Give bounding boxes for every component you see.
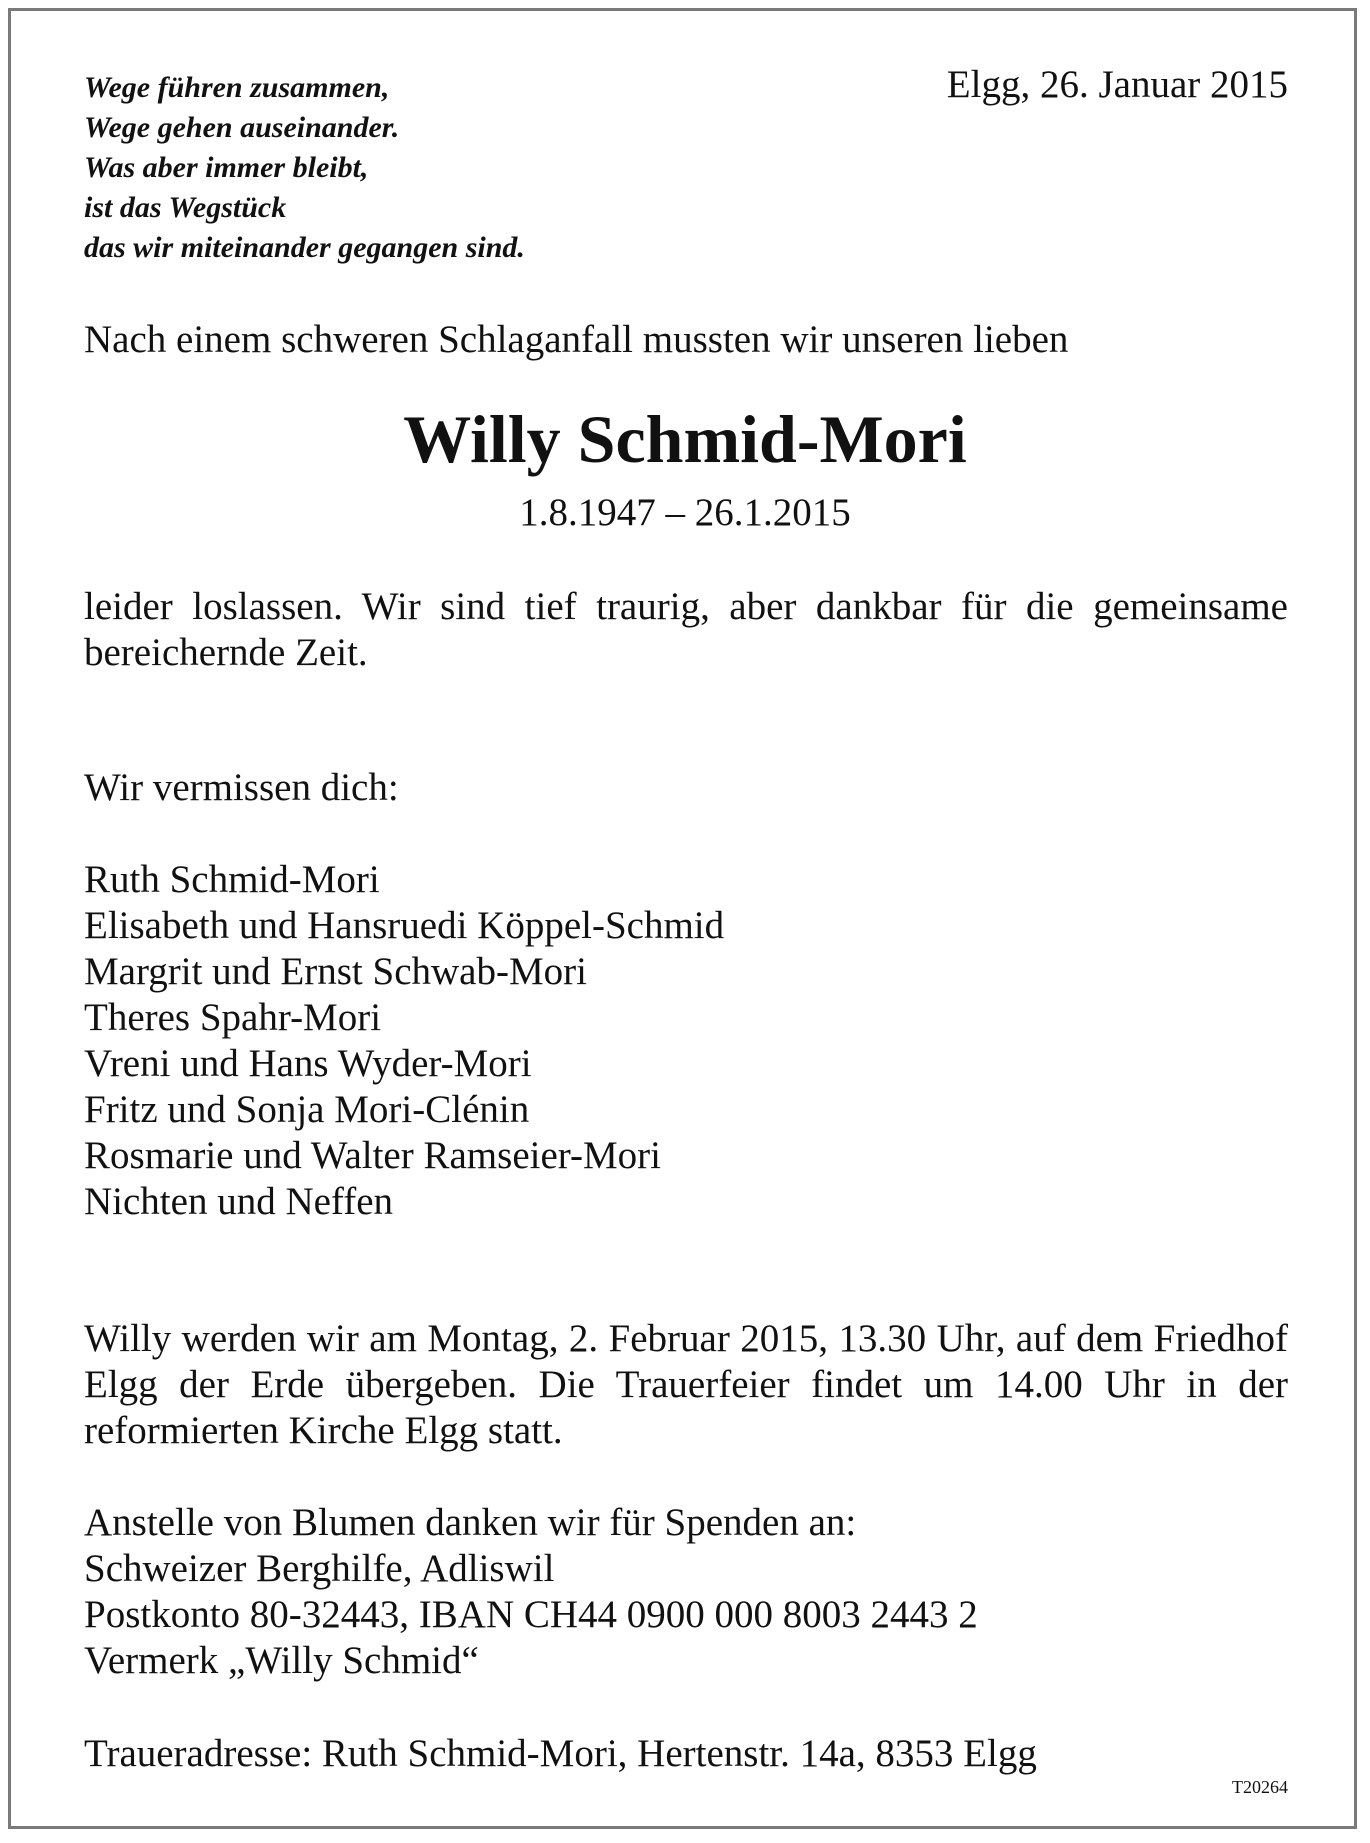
mourner-item: Rosmarie und Walter Ramseier-Mori [84, 1134, 661, 1177]
poem-line: ist das Wegstück [84, 191, 287, 224]
mourner-item: Margrit und Ernst Schwab-Mori [84, 950, 587, 993]
message-text: leider loslassen. Wir sind tief traurig, aber dankbar für die gemeinsame bereichernde Zeit. [84, 585, 1288, 674]
mourners-list [84, 857, 724, 1225]
intro-text: Nach einem schweren Schlaganfall mussten wir unseren lieben [84, 318, 1069, 361]
mourning-address: Traueradresse: Ruth Schmid-Mori, Hertenstr. 14a, 8353 Elgg [84, 1732, 1037, 1775]
mourner-item: Fritz und Sonja Mori-Clénin [84, 1088, 530, 1131]
donation-line: Postkonto 80-32443, IBAN CH44 0900 000 8003 2443 2 [84, 1593, 978, 1636]
donation-info [84, 1500, 978, 1684]
donation-line: Vermerk „Willy Schmid“ [84, 1639, 479, 1682]
poem-line: Was aber immer bleibt, [84, 151, 369, 184]
funeral-info: Willy werden wir am Montag, 2. Februar 2015, 13.30 Uhr, auf dem Friedhof Elgg der Erde übergeben. Die Trauerfeier findet um 14.00 Uhr in der reformierten Kirche Elgg statt. [84, 1317, 1288, 1452]
mourner-item: Vreni und Hans Wyder-Mori [84, 1042, 532, 1085]
poem [84, 68, 525, 268]
poem-line: Wege gehen auseinander. [84, 111, 400, 144]
mourner-item: Elisabeth und Hansruedi Köppel-Schmid [84, 904, 725, 947]
donation-line: Anstelle von Blumen danken wir für Spenden an: [84, 1501, 857, 1544]
mourner-item: Ruth Schmid-Mori [84, 858, 380, 901]
mourners-heading: Wir vermissen dich: [84, 766, 399, 809]
place-date: Elgg, 26. Januar 2015 [946, 63, 1288, 106]
life-dates: 1.8.1947 – 26.1.2015 [519, 491, 851, 534]
deceased-name: Willy Schmid-Mori [403, 401, 967, 477]
donation-line: Schweizer Berghilfe, Adliswil [84, 1547, 555, 1590]
poem-line: das wir miteinander gegangen sind. [84, 231, 525, 264]
poem-line: Wege führen zusammen, [84, 71, 390, 104]
reference-code: T20264 [1232, 1777, 1288, 1797]
mourner-item: Nichten und Neffen [84, 1180, 394, 1223]
mourner-item: Theres Spahr-Mori [84, 996, 382, 1039]
